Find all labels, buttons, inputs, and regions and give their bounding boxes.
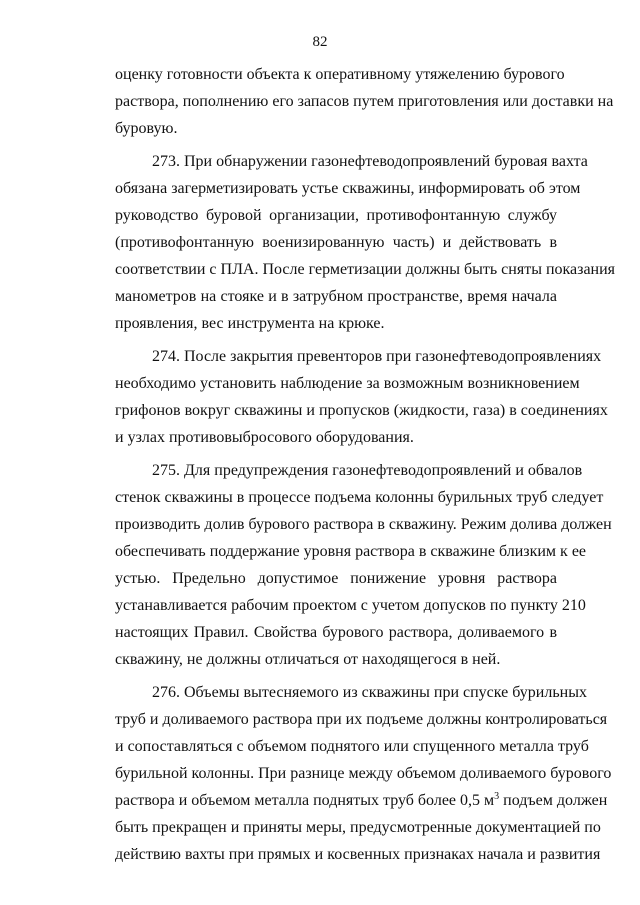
- text-line: проявления, вес инструмента на крюке.: [115, 315, 385, 332]
- text-line: обеспечивать поддержание уровня раствора в скважине близким к ее: [115, 543, 587, 560]
- text-line: скважину, не должны отличаться от находящегося в ней.: [115, 651, 501, 668]
- text-line: устью. Предельно допустимое понижение уровня раствора: [115, 570, 557, 587]
- text-line: буровую.: [115, 120, 178, 137]
- text-line-with-superscript: [115, 790, 608, 812]
- text-line: руководство буровой организации, противофонтанную службу: [115, 207, 557, 224]
- page-number: 82: [312, 34, 328, 50]
- text-segment: подъем должен: [499, 792, 608, 809]
- paragraph-276-first-line: 276. Объемы вытесняемого из скважины при спуске бурильных: [152, 684, 587, 701]
- text-line: необходимо установить наблюдение за возможным возникновением: [115, 375, 580, 392]
- text-line: оценку готовности объекта к оперативному утяжелению бурового: [115, 66, 565, 83]
- text-line: и узлах противовыбросового оборудования.: [115, 429, 414, 446]
- paragraph-273-first-line: 273. При обнаружении газонефтеводопроявлений буровая вахта: [152, 153, 588, 170]
- text-line: (противофонтанную военизированную часть) и действовать в: [115, 234, 557, 251]
- text-line: стенок скважины в процессе подъема колонны бурильных труб следует: [115, 489, 604, 506]
- text-line: настоящих Правил. Свойства бурового раствора, доливаемого в: [115, 624, 557, 641]
- text-line: раствора, пополнению его запасов путем приготовления или доставки на: [115, 93, 614, 110]
- text-segment: раствора и объемом металла поднятых труб более 0,5 м: [115, 792, 495, 809]
- text-line: действию вахты при прямых и косвенных признаках начала и развития: [115, 846, 601, 863]
- paragraph-274-first-line: 274. После закрытия превенторов при газонефтеводопроявлениях: [152, 348, 602, 365]
- superscript-exponent: 3: [494, 791, 500, 802]
- text-line: устанавливается рабочим проектом с учетом допусков по пункту 210: [115, 597, 586, 614]
- text-line: обязана загерметизировать устье скважины, информировать об этом: [115, 180, 581, 197]
- text-line: манометров на стояке и в затрубном пространстве, время начала: [115, 288, 557, 305]
- text-line: и сопоставляться с объемом поднятого или спущенного металла труб: [115, 738, 589, 755]
- text-line: быть прекращен и приняты меры, предусмотренные документацией по: [115, 819, 601, 836]
- text-line: грифонов вокруг скважины и пропусков (жидкости, газа) в соединениях: [115, 402, 608, 419]
- text-line: соответствии с ПЛА. После герметизации должны быть сняты показания: [115, 261, 616, 278]
- text-line: труб и доливаемого раствора при их подъеме должны контролироваться: [115, 711, 608, 728]
- text-line: производить долив бурового раствора в скважину. Режим долива должен: [115, 516, 612, 533]
- paragraph-275-first-line: 275. Для предупреждения газонефтеводопроявлений и обвалов: [152, 462, 583, 479]
- text-line: бурильной колонны. При разнице между объемом доливаемого бурового: [115, 765, 612, 782]
